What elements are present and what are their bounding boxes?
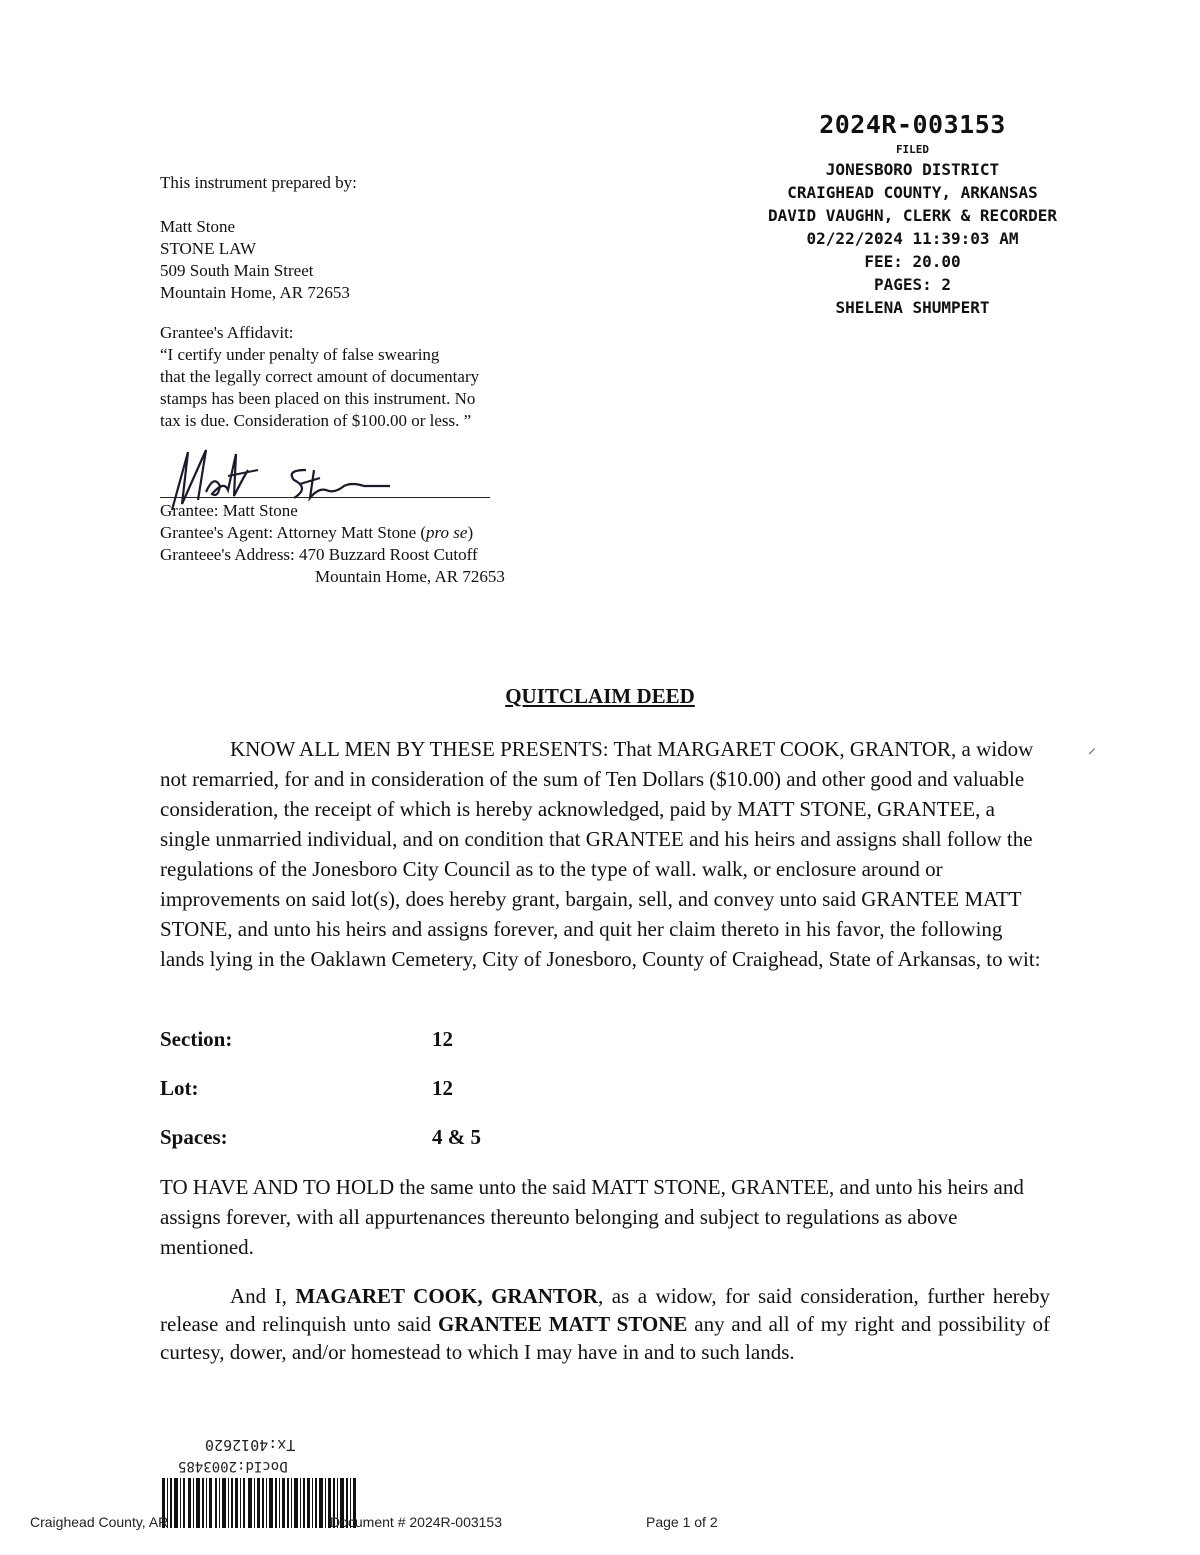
affidavit-line: tax is due. Consideration of $100.00 or less. ”	[160, 411, 472, 430]
recording-district: JONESBORO DISTRICT	[825, 160, 1000, 179]
signature-line	[160, 497, 490, 498]
recording-stamp	[740, 108, 1085, 319]
property-label: Lot:	[160, 1076, 199, 1100]
document-title: QUITCLAIM DEED	[505, 684, 695, 708]
preparer-heading: This instrument prepared by:	[160, 173, 357, 192]
preparer-block	[160, 172, 540, 432]
footer-county: Craighead County, AR	[30, 1514, 169, 1530]
affidavit-heading: Grantee's Affidavit:	[160, 323, 294, 342]
footer-page-number: Page 1 of 2	[646, 1514, 718, 1530]
tx-id: Tx:4012620	[205, 1436, 296, 1454]
recording-number: 2024R-003153	[819, 110, 1006, 139]
property-value: 4 & 5	[432, 1125, 481, 1149]
property-value: 12	[432, 1076, 453, 1100]
paragraph-text: KNOW ALL MEN BY THESE PRESENTS: That MARGARET COOK, GRANTOR, a widow not remarried, for and in consideration of the sum of Ten Dollars ($10.00) and other good and valuable consideration, the receipt of which is hereby acknowledged, paid by MATT STONE, GRANTEE, a single unmarried individual, and on condition that GRANTEE and his heirs and assigns shall follow the regulations of the Jonesboro City Council as to the type of wall. walk, or enclosure around or improvements on said lot(s), does hereby grant, bargain, sell, and convey unto said GRANTEE MATT STONE, and unto his heirs and assigns forever, and quit her claim thereto in his favor, the following lands lying in the Oaklawn Cemetery, City of Jonesboro, County of Craighead, State of Arkansas, to wit:	[160, 737, 1041, 971]
grantee-address: Granteee's Address: 470 Buzzard Roost Cutoff	[160, 545, 478, 564]
filed-label: FILED	[895, 143, 930, 156]
recording-datetime: 02/22/2024 11:39:03 AM	[806, 229, 1019, 248]
affidavit-line: “I certify under penalty of false swearing	[160, 345, 440, 364]
grantee-name: Grantee: Matt Stone	[160, 501, 298, 520]
property-value: 12	[432, 1027, 453, 1051]
recording-county: CRAIGHEAD COUNTY, ARKANSAS	[787, 183, 1038, 202]
habendum-paragraph	[160, 1172, 1050, 1262]
property-label: Spaces:	[160, 1125, 228, 1149]
paragraph-text: And I, MAGARET COOK, GRANTOR, as a widow, for said consideration, further hereby release and relinquish unto said GRANTEE MATT STONE any and all of my right and possibility of curtesy, dower, and/or homestead to which I may have in and to such lands.	[160, 1284, 1050, 1364]
paragraph-text: TO HAVE AND TO HOLD the same unto the said MATT STONE, GRANTEE, and unto his heirs and assigns forever, with all appurtenances thereunto belonging and subject to regulations as above mentioned.	[160, 1175, 1024, 1259]
preparer-street: 509 South Main Street	[160, 261, 314, 280]
doc-id: DocId:2003485	[178, 1458, 288, 1474]
grantee-agent: Grantee's Agent: Attorney Matt Stone (pro se)	[160, 523, 474, 542]
recording-clerk: DAVID VAUGHN, CLERK & RECORDER	[768, 206, 1057, 225]
preparer-firm: STONE LAW	[160, 239, 257, 258]
recording-pages: PAGES: 2	[873, 275, 952, 294]
affidavit-line: that the legally correct amount of documentary	[160, 367, 480, 386]
release-paragraph	[160, 1282, 1050, 1366]
property-label: Section:	[160, 1027, 233, 1051]
conveyance-paragraph	[160, 734, 1050, 974]
recording-deputy: SHELENA SHUMPERT	[835, 298, 990, 317]
margin-mark: ⸝	[1088, 740, 1097, 757]
footer-document-number: Document # 2024R-003153	[330, 1514, 503, 1530]
affidavit-line: stamps has been placed on this instrument. No	[160, 389, 476, 408]
recording-fee: FEE: 20.00	[864, 252, 961, 271]
preparer-name: Matt Stone	[160, 217, 236, 236]
grantee-block	[160, 500, 580, 588]
preparer-city: Mountain Home, AR 72653	[160, 283, 350, 302]
grantee-address-city: Mountain Home, AR 72653	[315, 567, 505, 586]
